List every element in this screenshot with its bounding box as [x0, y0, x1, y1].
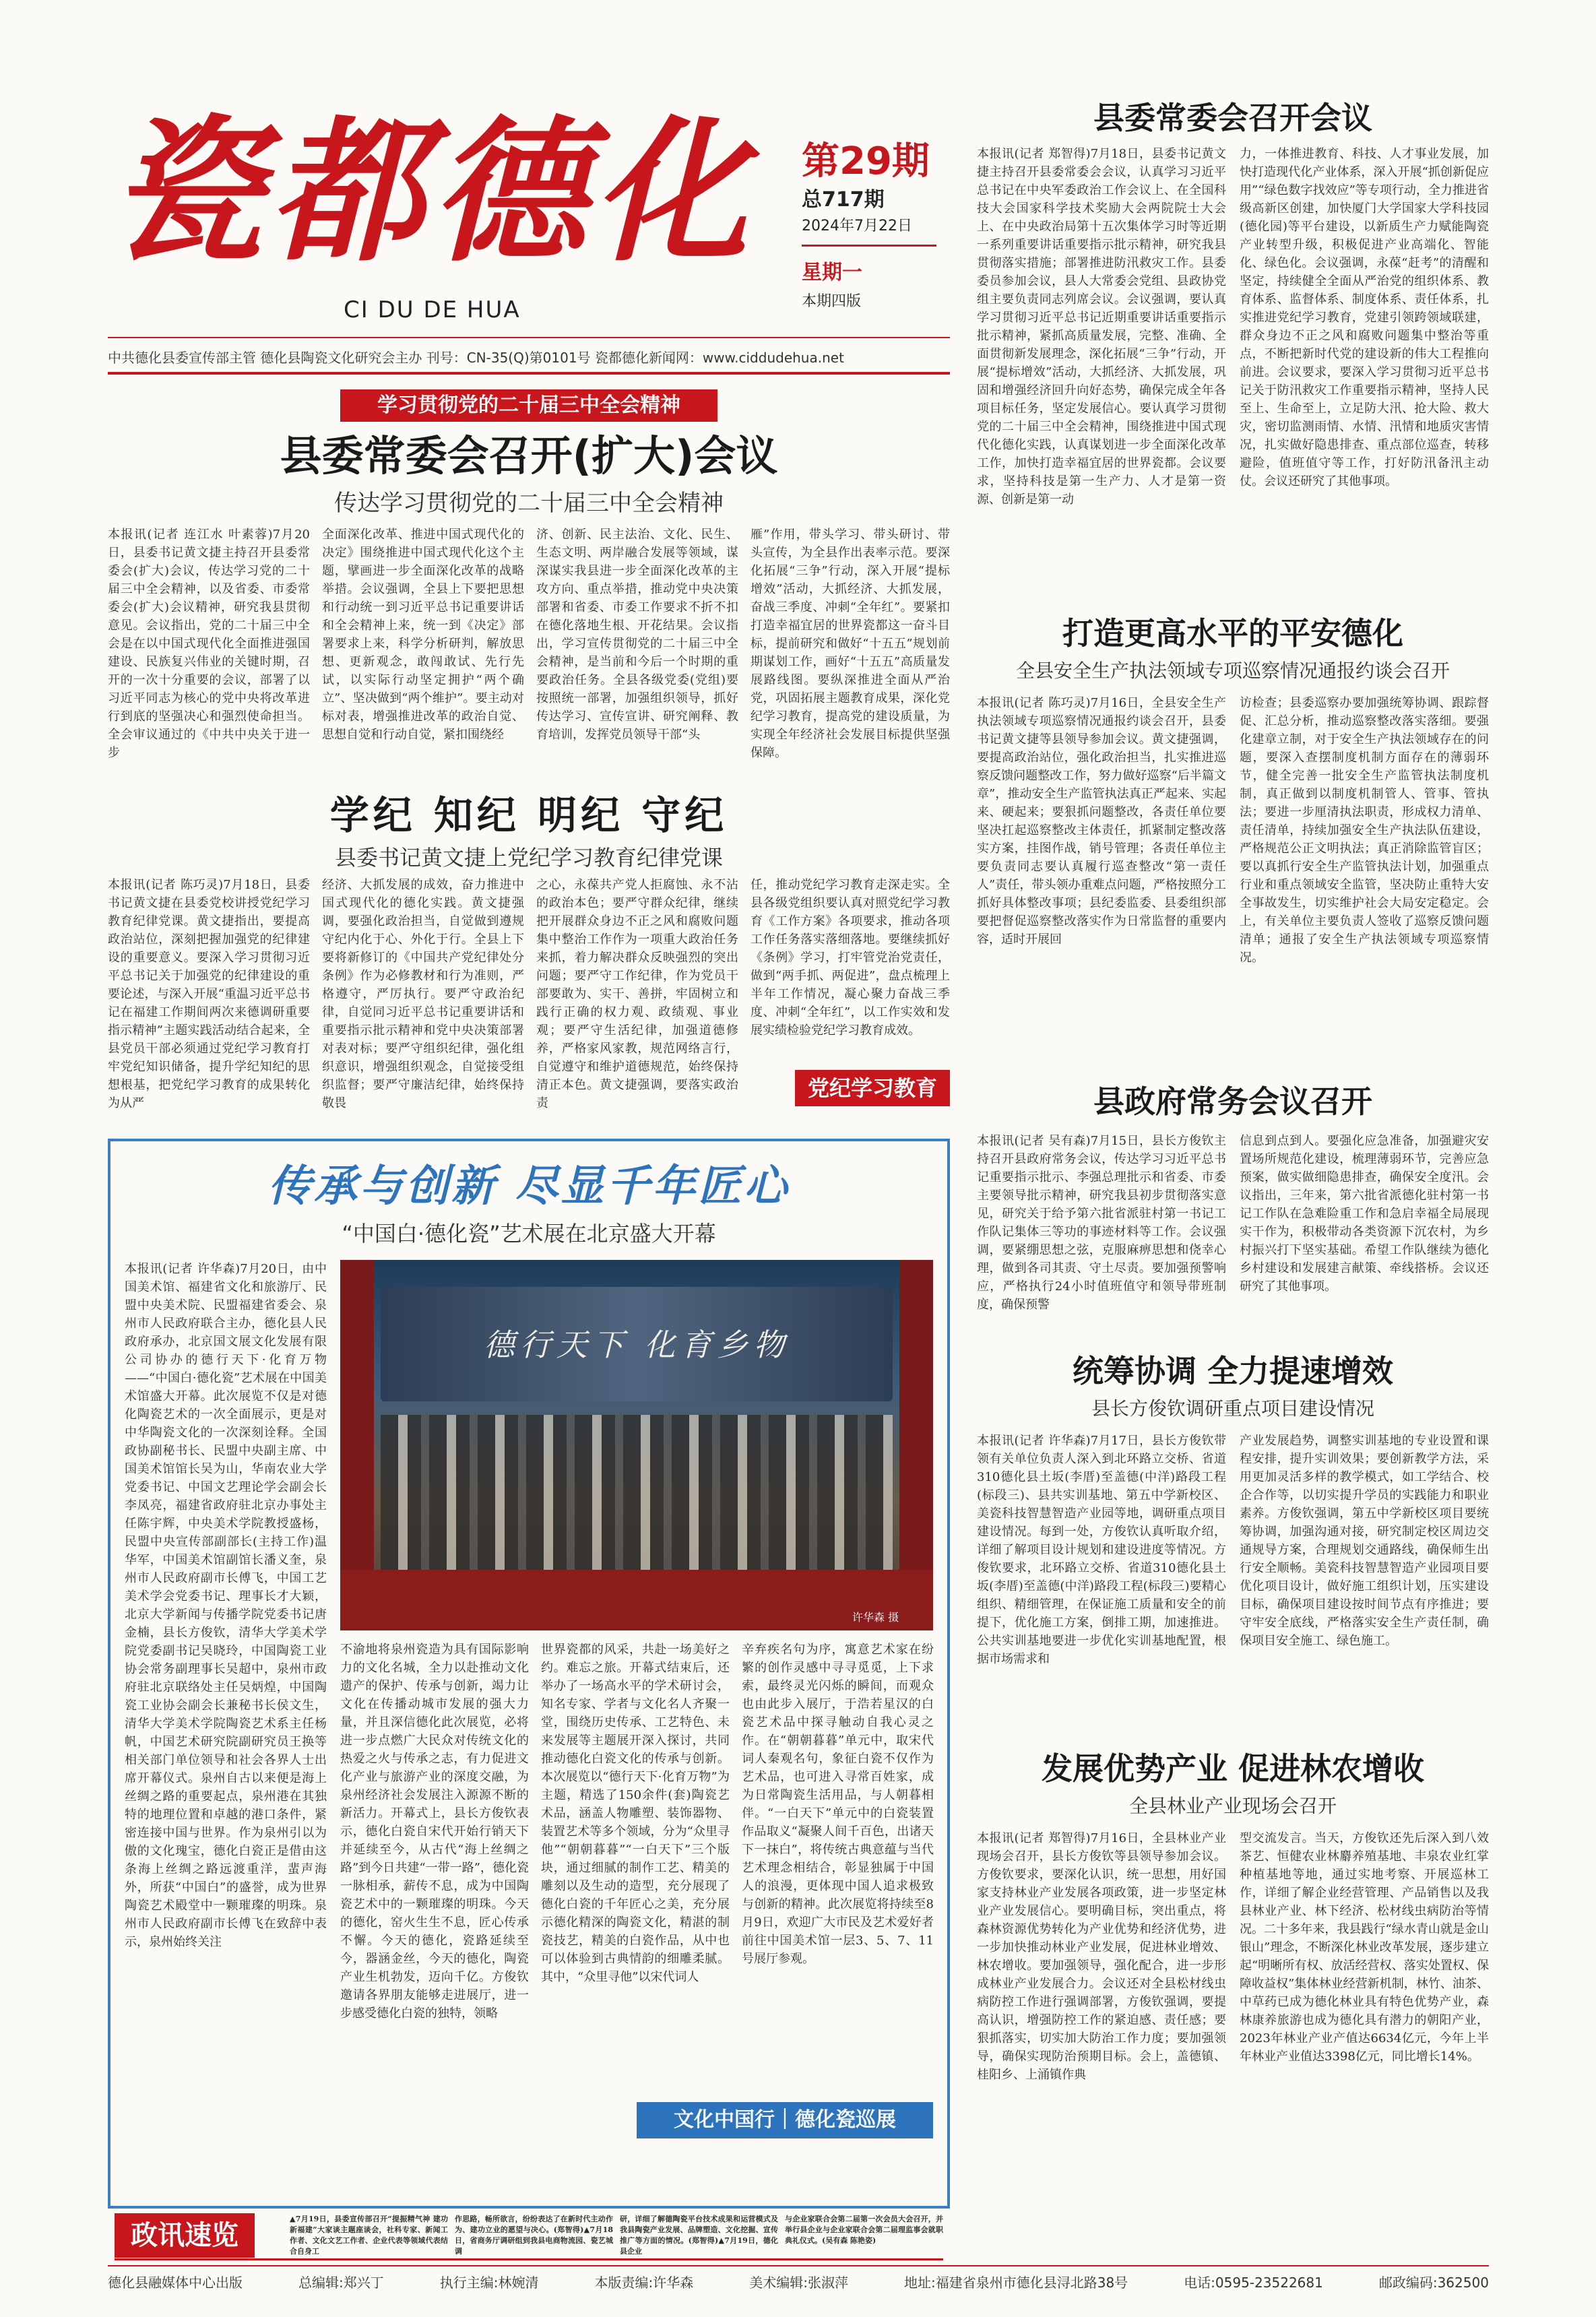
footer-chief-editor: 总编辑:郑兴丁	[298, 2275, 384, 2291]
article7-title: 统筹协调 全力提速增效	[1072, 1353, 1393, 1389]
footer-phone: 电话:0595-23522681	[1184, 2275, 1323, 2291]
article7-subtitle: 县长方俊钦调研重点项目建设情况	[1091, 1397, 1374, 1420]
article3-col3: 世界瓷都的风采，共赴一场美好之约。难忘之旅。开幕式结束后，还举办了一场高水平的学术研讨会，知名专家、学者与文化名人齐聚一堂，围绕历史传承、工艺特色、未来发展等主题展开深入探讨，共同推动德化白瓷文化的传承与创新。本次展览以“德行天下·化育万物”为主题，精选了150余件(套)陶瓷艺术品，涵盖人物雕塑、装饰器物、装置艺术等多个领域，分为“众里寻他”“朝朝暮暮”“一白天下”三个版块，通过细腻的制作工艺、精美的雕刻以及生动的造型，充分展现了德化白瓷的千年匠心之美，充分展示德化精深的陶瓷文化，精湛的制瓷技艺，精美的白瓷作品，从中也可以体验到古典情韵的细雕柔腻。其中，“众里寻他”以宋代词人	[541, 1643, 730, 1984]
article8-col2: 型交流发言。当天，方俊钦还先后深入到八效茶艺、恒健农业林麝养殖基地、丰泉农业红掌种植基地等地，通过实地考察、开展巡林工作，详细了解企业经营管理、产品销售以及我县林业产业、林下经济、松材线虫病防治等情况。二十多年来，我县践行“绿水青山就是金山银山”理念，不断深化林业改革发展，逐步建立起“明晰所有权、放活经营权、落实处置权、保障收益权”集体林业经营新机制，林竹、油茶、中草药已成为德化林业具有特色优势产业，森林康养旅游也成为德化具有潜力的朝阳产业，2023年林业产业产值达6634亿元，今年上半年林业产业值达3398亿元，同比增长14%。	[1240, 1831, 1489, 2064]
article5-subtitle: 全县安全生产执法领域专项巡察情况通报约谈会召开	[1015, 660, 1450, 682]
article3-left-col: 本报讯(记者 许华森)7月20日，由中国美术馆、福建省文化和旅游厅、民盟中央美术院、民盟福建省委会、泉州市人民政府联合主办，德化县人民政府承办，北京国文展文化发展有限公司协办的德行天下·化育万物——“中国白·德化瓷”艺术展在中国美术馆盛大开幕。此次展览不仅是对德化陶瓷艺术的一次全面展示，更是对中华陶瓷文化的一次深刻诠释。全国政协副秘书长、民盟中央副主席、中国美术馆馆长吴为山，华南农业大学党委书记、中国文艺理论学会副会长李凤亮，福建省政府驻北京办事处主任陈宇辉，中央美术学院教授盛杨，民盟中央宣传部副部长(主持工作)温华军，中国美术馆副馆长潘义奎，泉州市人民政府副市长傅飞，中国工艺美术学会党委书记、理事长才大颖，北京大学新闻与传播学院党委书记唐金楠，县长方俊钦，清华大学美术学院党委副书记吴晓玲，中国陶瓷工业协会常务副理事长吴超中，泉州市政府驻北京联络处主任吴炳煌，中国陶瓷工业协会副会长兼秘书长侯文生，清华大学美术学院陶瓷艺术系主任杨帆，中国艺术研究院副研究员王换等相关部门单位领导和社会各界人士出席开幕仪式。泉州自古以来便是海上丝绸之路的重要起点，泉州港在其独特的地理位置和卓越的港口条件，紧密连接中国与世界。作为泉州引以为傲的文化瑰宝，德化白瓷正是借由这条海上丝绸之路远渡重洋，蜚声海外，所获“中国白”的盛誉，成为世界陶瓷艺术殿堂中一颗璀璨的明珠。泉州市人民政府副市长傅飞在致辞中表示，泉州始终关注	[125, 1262, 327, 1949]
footer-postcode: 邮政编码:362500	[1378, 2275, 1489, 2291]
article1-subtitle: 传达学习贯彻党的二十届三中全会精神	[334, 490, 724, 517]
article1-col3: 济、创新、民主法治、文化、民生、生态文明、两岸融合发展等领域，谋深谋实我县进一步全面深化改革的主攻方向、重点举措，推动党中央决策部署和省委、市委工作要求不折不扣在德化落地生根、开花结果。会议指出，学习宣传贯彻党的二十届三中全会精神，是当前和今后一个时期的重要政治任务。全县各级党委(党组)要按照统一部署，加强组织领导，抓好传达学习、宣传宣讲、研究阐释、教育培训，发挥党员领导干部“头	[536, 528, 738, 742]
article6-col2: 信息到点到人。要强化应急准备，加强避灾安置场所规范化建设，梳理薄弱环节，完善应急预案，做实做细隐患排查，确保安全度汛。会议指出，三年来，第六批省派德化驻村第一书记工作队在急难险重工作和急启幸福全局展现实干作为，积极带动各类资源下沉农村，为乡村振兴打下坚实基础。希望工作队继续为德化乡村建设和发展建言献策、牵线搭桥。会议还研究了其他事项。	[1240, 1134, 1489, 1294]
article7-col2: 产业发展趋势，调整实训基地的专业设置和课程安排，提升实训效果；要创新教学方法，采用更加灵活多样的教学模式，如工学结合、校企合作等，以切实提升学员的实践能力和职业素养。方俊钦强调，第五中学新校区项目要统筹协调，加强沟通对接，研究制定校区周边交通规导方案，合理规划交通路线，确保师生出行安全顺畅。美瓷科技智慧智造产业园项目要优化项目设计，做好施工组织计划，压实建设目标，确保项目建设按时间节点有序推进；要守牢安全底线，严格落实安全生产责任制，确保项目安全施工、绿色施工。	[1240, 1434, 1489, 1648]
issue-number: 第29期	[802, 139, 930, 183]
footer-page-editor: 本版责编:许华森	[594, 2275, 694, 2291]
issue-info	[802, 138, 950, 315]
article1-col4: 雁”作用，带头学习、带头研讨、带头宣传，为全县作出表率示范。要深化拓展“三争”行动，深入开展“提标增效”活动，大抓经济、大抓发展，奋战三季度、冲刺“全年红”。要紧扣打造幸福宜居的世界瓷都这一奋斗目标，提前研究和做好“十五五”规划前期谋划工作，画好“十五五”高质量发展路线图。要纵深推进全面从严治党，巩固拓展主题教育成果，深化党纪学习教育，提高党的建设质量，为实现全年经济社会发展目标提供坚强保障。	[751, 528, 950, 760]
article3-subtitle: “中国白·德化瓷”艺术展在北京盛大开幕	[342, 1221, 716, 1246]
zhengxun-col2: 作思路，畅所欲言，纷纷表达了在新时代主动作为、建功立业的愿望与决心。(郑智得)▲7月18日，省商务厅调研组到我县电商物流园、瓷艺城调	[455, 2215, 613, 2256]
article2-title: 学纪 知纪 明纪 守纪	[329, 792, 728, 838]
article7-col1: 本报讯(记者 许华森)7月17日，县长方俊钦带领有关单位负责人深入到北环路立交桥、省道310德化县土坂(李厝)至盖德(中洋)路段工程(标段三)、县共实训基地、第五中学新校区、美瓷科技智慧智造产业园等地，调研重点项目建设情况。每到一处，方俊钦认真听取介绍，详细了解项目设计规划和建设进度等情况。方俊钦要求，北环路立交桥、省道310德化县土坂(李厝)至盖德(中洋)路段工程(标段三)要精心组织、精细管理，在保证施工质量和安全的前提下，优化施工方案，倒排工期，加速推进。公共实训基地要进一步优化实训基地配置，根据市场需求和	[977, 1434, 1226, 1666]
photo-credit: 许华森 摄	[852, 1611, 899, 1624]
article3-tag: 文化中国行｜德化瓷巡展	[637, 2102, 933, 2138]
zhengxun-col1: ▲7月19日，县委宣传部召开“提振精气神 建功新福建”大家谈主题座谈会，社科专家、新闻工作者、文化文艺工作者、企业代表等领域代表结合自身工	[290, 2215, 448, 2256]
zhengxun-col3: 研，详细了解德陶瓷平台技术成果和运营模式及我县陶瓷产业发展、品牌塑造、文化挖掘、宣传推广等方面的情况。(郑智得)▲7月19日，德化县企业	[620, 2215, 778, 2256]
article5-col1: 本报讯(记者 陈巧灵)7月16日，全县安全生产执法领域专项巡察情况通报约谈会召开，县委书记黄文捷等县领导参加会议。黄文捷强调，要提高政治站位，强化政治担当，扎实推进巡察反馈问题整改工作，努力做好巡察“后半篇文章”，推动安全生产监管执法真正严起来、实起来、硬起来；要狠抓问题整改，各责任单位要坚决扛起巡察整改主体责任，抓紧制定整改落实方案，挂图作战，销号管理；各责任单位主要负责同志要认真履行巡查整改“第一责任人”责任，带头领办重难点问题，严格按照分工抓好具体整改事项；县纪委监委、县委组织部要把督促巡察整改落实作为日常监督的重要内容，适时开展回	[977, 696, 1226, 947]
article1-col1: 本报讯(记者 连江水 叶素蓉)7月20日，县委书记黄文捷主持召开县委常委会(扩大)会议，传达学习党的二十届三中全会精神，以及省委、市委常委会(扩大)会议精神，研究我县贯彻意见。会议指出，党的二十届三中全会是在以中国式现代化全面推进强国建设、民族复兴伟业的关键时期，召开的一次十分重要的会议，部署了以习近平同志为核心的党中央将改革进行到底的坚强决心和强烈使命担当。全会审议通过的《中共中央关于进一步	[108, 528, 310, 760]
masthead-pinyin: CI DU DE HUA	[344, 296, 521, 323]
article5-title: 打造更高水平的平安德化	[1062, 615, 1403, 652]
issue-divider	[802, 245, 936, 247]
masthead-title: 瓷都德化	[108, 101, 755, 283]
article4-col1: 本报讯(记者 郑智得)7月18日，县委书记黄文捷主持召开县委常委会会议，认真学习习近平总书记在中央军委政治工作会议上、在全国科技大会国家科学技术奖励大会两院院士大会上、在中央政治局第十五次集体学习时等近期一系列重要讲话重要指示批示精神，研究我县贯彻落实措施；部署推进防汛救灾工作。县委委员参加会议，县人大常委会党组、县政协党组主要负责同志列席会议。会议强调，要认真学习贯彻习近平总书记近期重要讲话重要指示批示精神，紧抓高质量发展，完整、准确、全面贯彻新发展理念，深化拓展“三争”行动，开展“提标增效”活动，大抓经济、大抓发展，巩固和增强经济回升向好态势，确保完成全年各项目标任务，坚定发展信心。要认真学习贯彻党的二十届三中全会精神，围绕推进中国式现代化德化实践，认真谋划进一步全面深化改革工作，加快打造幸福宜居的世界瓷都。会议要求，坚持科技是第一生产力、人才是第一资源、创新是第一动	[977, 147, 1226, 507]
article2-col2: 经济、大抓发展的成效，奋力推进中国式现代化的德化实践。黄文捷强调，要强化政治担当，自觉做到遵规守纪内化于心、外化于行。全县上下要将新修订的《中国共产党纪律处分条例》作为必修教材和行为准则，严格遵守，严厉执行。要严守政治纪律，自觉同习近平总书记重要讲话和重要指示批示精神和党中央决策部署对表对标；要严守组织纪律，强化组织意识，增强组织观念，自觉接受组织监督；要严守廉洁纪律，始终保持敬畏	[322, 878, 524, 1110]
total-issue: 总717期	[802, 188, 885, 212]
issue-date: 2024年7月22日	[802, 218, 912, 234]
exhibition-photo	[340, 1260, 933, 1630]
footer	[108, 2272, 1489, 2299]
masthead-info: 中共德化县委宣传部主管 德化县陶瓷文化研究会主办 刊号：CN-35(Q)第0101号 瓷都德化新闻网：www.ciddudehua.net	[108, 350, 844, 366]
zhengxun-body	[290, 2214, 943, 2258]
photo-stage-floor	[340, 1570, 933, 1630]
photo-crowd	[381, 1415, 893, 1570]
article2-col1: 本报讯(记者 陈巧灵)7月18日，县委书记黄文捷在县委党校讲授党纪学习教育纪律党课。黄文捷指出，要提高政治站位，深刻把握加强党的纪律建设的重要意义。要深入学习贯彻习近平总书记关于加强党的纪律建设的重要论述，与深入开展“重温习近平总书记在福建工作期间两次来德调研重要指示精神”主题实践活动结合起来，全县党员干部必须通过党纪学习教育打牢党纪知识储备，提升学纪知纪的思想根基，把党纪学习教育的成果转化为从严	[108, 878, 310, 1110]
footer-publisher: 德化县融媒体中心出版	[108, 2275, 243, 2291]
zhengxun-rule	[115, 2258, 943, 2260]
masthead-rule-top	[108, 337, 950, 338]
zhengxun-head: 政讯速览	[115, 2213, 255, 2258]
article4-title: 县委常委会召开会议	[1093, 100, 1372, 136]
article3-col2: 不渝地将泉州瓷造为具有国际影响力的文化名城，全力以赴推动文化遗产的保护、传承与创新，竭力让文化在传播动城市发展的强大力量，并且深信德化此次展览，必将进一步点燃广大民众对传统文化的热爱之火与传承之志，有力促进文化产业与旅游产业的深度交融，为泉州经济社会发展注入源源不断的新活力。开幕式上，县长方俊钦表示，德化白瓷自宋代开始行销天下并延续至今，从古代“海上丝绸之路”到今日共建“一带一路”，德化瓷一脉相承，薪传不息，成为中国陶瓷艺术中的一颗璀璨的明珠。今天的德化，窑火生生不息，匠心传承不懈。今天的德化，瓷路延续至今，器涵金丝，今天的德化，陶瓷产业生机勃发，迈向千亿。方俊钦邀请各界朋友能够走进展厅，进一步感受德化白瓷的独特，领略	[340, 1643, 529, 2021]
zhengxun-col4: 与企业家联合会第二届第一次会员大会召开，并举行县企业与企业家联合会第二届理监事会就职典礼仪式。(吴有森 陈艳姿)	[785, 2215, 943, 2245]
article1-col2: 全面深化改革、推进中国式现代化的决定》围绕推进中国式现代化这个主题，擘画进一步全面深化改革的战略举措。会议强调，全县上下要把思想和行动统一到习近平总书记重要讲话和全会精神上来，统一到《决定》部署要求上来，科学分析研判，解放思想、更新观念，敢闯敢试、先行先试，以实际行动坚定拥护“两个确立”、坚决做到“两个维护”。要主动对标对表，增强推进改革的政治自觉、思想自觉和行动自觉，紧扣围绕经	[322, 528, 524, 742]
footer-exec-editor: 执行主编:林婉清	[439, 2275, 539, 2291]
article2-tag: 党纪学习教育	[795, 1070, 950, 1106]
article2-col4: 任，推动党纪学习教育走深走实。全县各级党组织要认真对照党纪学习教育《工作方案》各项要求，推动各项工作任务落实落细落地。要继续抓好《条例》学习，打牢管党治党责任，做到“两手抓、两促进”，盘点梳理上半年工作情况，凝心聚力奋战三季度、冲刺“全年红”，以工作实效和发展实绩检验党纪学习教育成效。	[751, 878, 950, 1038]
article3-title: 传承与创新 尽显千年匠心	[267, 1162, 790, 1211]
article8-title: 发展优势产业 促进林农增收	[1041, 1750, 1424, 1787]
footer-art-editor: 美术编辑:张淑萍	[749, 2275, 848, 2291]
weekday: 星期一	[802, 261, 862, 284]
photo-banner-text: 德行天下 化育乡物	[483, 1327, 790, 1363]
masthead-rule-bottom	[108, 372, 950, 375]
footer-address: 地址:福建省泉州市德化县浔北路38号	[904, 2275, 1128, 2291]
page-count: 本期四版	[802, 293, 862, 310]
article8-col1: 本报讯(记者 郑智得)7月16日，全县林业产业现场会召开，县长方俊钦等县领导参加会议。方俊钦要求，要深化认识，统一思想，用好国家支持林业产业发展各项政策，进一步坚定林业产业发展信心。要明确目标，突出重点，将森林资源优势转化为产业优势和经济优势，进一步加快推动林业产业发展，促进林业增效、林农增收。要加强领导，强化配合，进一步形成林业产业发展合力。会议还对全县松材线虫病防控工作进行强调部署，方俊钦强调，要提高认识，增强防控工作的紧迫感、责任感；要狠抓落实，切实加大防治工作力度；要加强领导，确保实现防治预期目标。会上，盖德镇、桂阳乡、上涌镇作典	[977, 1831, 1226, 2082]
footer-rule	[108, 2265, 1489, 2266]
article1-title: 县委常委会召开(扩大)会议	[280, 431, 778, 480]
article6-title: 县政府常务会议召开	[1093, 1083, 1372, 1120]
article2-col3: 之心，永葆共产党人拒腐蚀、永不沾的政治本色；要严守群众纪律，继续把开展群众身边不正之风和腐败问题集中整治工作作为一项重大政治任务来抓，着力解决群众反映强烈的突出问题；要严守工作纪律，作为党员干部要敢为、实干、善拼，牢固树立和践行正确的权力观、政绩观、事业观；要严守生活纪律，加强道德修养，严格家风家教，规范网络言行，自觉遵守和维护道德规范，始终保持清正本色。黄文捷强调，要落实政治责	[536, 878, 738, 1110]
article2-subtitle: 县委书记黄文捷上党纪学习教育纪律党课	[334, 845, 723, 870]
article6-col1: 本报讯(记者 吴有森)7月15日，县长方俊钦主持召开县政府常务会议，传达学习习近平总书记重要指示批示、李强总理批示和省委、市委主要领导批示精神，研究我县初步贯彻落实意见，研究关于给予第六批省派驻村第一书记工作队记集体三等功的事迹材料等工作。会议强调，要紧绷思想之弦，克服麻痹思想和侥幸心理，做到各司其责、守土尽责。要加强预警响应，严格执行24小时值班值守和领导带班制度，确保预警	[977, 1134, 1226, 1312]
article3-col4: 辛弃疾名句为序，寓意艺术家在纷繁的创作灵感中寻寻觅觅，上下求索，最终灵光闪烁的瞬间，而观众也由此步入展厅，于浩若星汉的白瓷艺术品中探寻触动自我心灵之作。在“朝朝暮暮”单元中，取宋代词人秦观名句，象征白瓷不仅作为艺术品，也可进入寻常百姓家，成为日常陶瓷生活用品，与人朝暮相伴。“一白天下”单元中的白瓷装置作品取义“凝聚人间千百色，出诸天下一抹白”，将传统古典意蕴与当代艺术理念相结合，彰显独属于中国人的浪漫，更体现中国人追求极致与创新的精神。此次展览将持续至8月9日，欢迎广大市民及艺术爱好者前往中国美术馆一层3、5、7、11号展厅参观。	[742, 1643, 934, 1966]
article1-tag: 学习贯彻党的二十届三中全会精神	[340, 389, 717, 422]
article5-col2: 访检查；县委巡察办要加强统筹协调、跟踪督促、汇总分析，推动巡察整改落实落细。要强化建章立制，对于安全生产执法领域存在的问题，要深入查摆制度机制方面存在的薄弱环节，健全完善一批安全生产监管执法制度机制，真正做到以制度机制管人、管事、管执法；要进一步厘清执法职责，形成权力清单、责任清单，持续加强安全生产执法队伍建设，严格规范公正文明执法；真正消除监管盲区；要以真抓行安全生产监管执法计划，加强重点行业和重点领域安全监管，坚决防止重特大安全事故发生，切实维护社会大局安定稳定。会上，有关单位主要负责人签收了巡察反馈问题清单；通报了安全生产执法领域专项巡察情况。	[1240, 696, 1489, 965]
article4-col2: 力，一体推进教育、科技、人才事业发展，加快打造现代化产业体系，深入开展“抓创新促应用”“绿色数字找效应”等专项行动，全力推进省级高新区创建，加快厦门大学国家大学科技园(德化园)等平台建设，以新质生产力赋能陶瓷产业转型升级，积极促进产业高端化、智能化、绿色化。会议强调，永葆“赶考”的清醒和坚定，持续健全全面从严治党的组织体系、教育体系、监督体系、制度体系、责任体系，扎实推进党纪学习教育，党建引领跨领域联建，群众身边不正之风和腐败问题集中整治等重点，不断把新时代党的建设新的伟大工程推向前进。会议要求，要深入学习贯彻习近平总书记关于防汛救灾工作重要指示精神，坚持人民至上、生命至上，立足防大汛、抢大险、救大灾，密切监测雨情、水情、汛情和地质灾害情况，扎实做好隐患排查、重点部位巡查，转移避险，值班值守等工作，打好防汛备汛主动仗。会议还研究了其他事项。	[1240, 147, 1489, 488]
article8-subtitle: 全县林业产业现场会召开	[1128, 1795, 1337, 1817]
